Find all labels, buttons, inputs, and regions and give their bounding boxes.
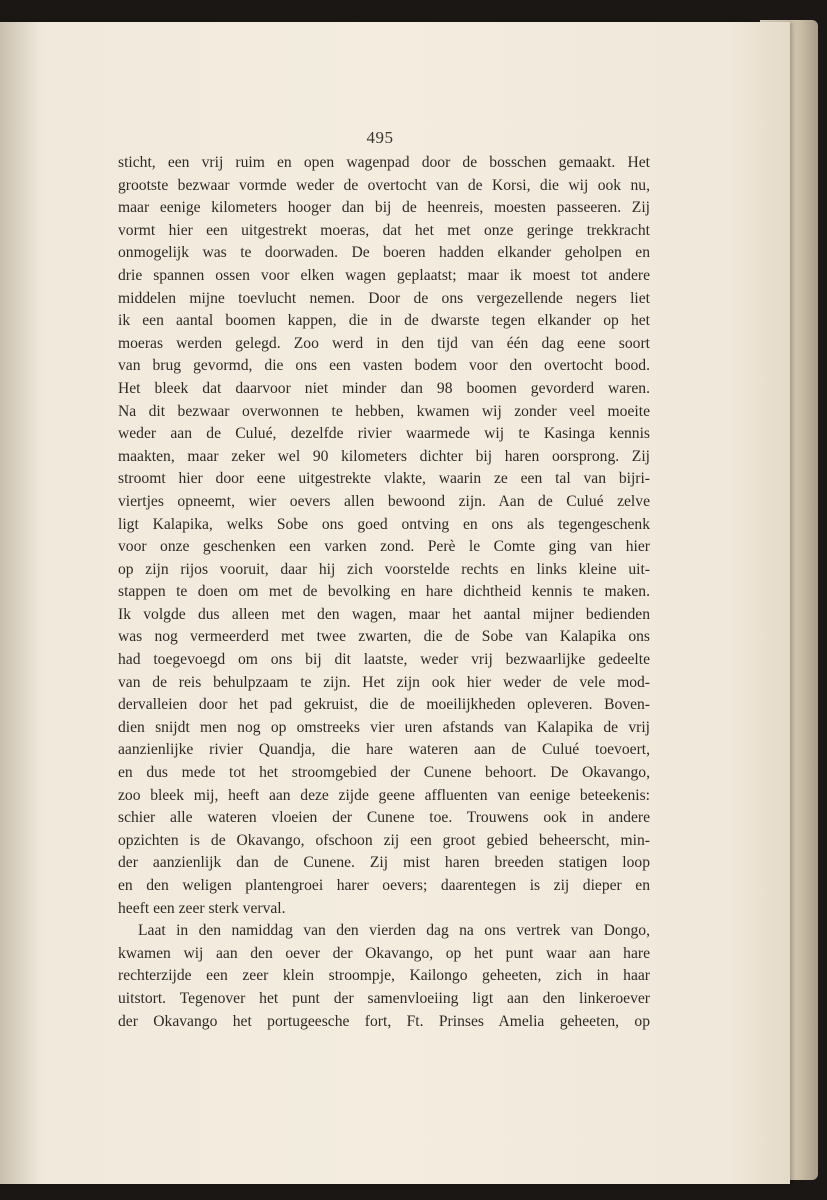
text-line: kwamen wij aan den oever der Okavango, op het punt waar aan hare <box>118 944 650 962</box>
body-text <box>118 152 650 1033</box>
text-line: der Okavango het portugeesche fort, Ft. Prinses Amelia geheeten, op <box>118 1012 650 1030</box>
text-line: Ik volgde dus alleen met den wagen, maar het aantal mijner bedienden <box>118 605 650 623</box>
text-line: der aanzienlijk dan de Cunene. Zij mist haren breeden statigen loop <box>118 854 650 872</box>
text-line: maakten, maar zeker wel 90 kilometers dichter bij haren oorsprong. Zij <box>118 447 650 465</box>
text-line: ligt Kalapika, welks Sobe ons goed ontving en ons als tegengeschenk <box>118 515 650 533</box>
text-line: was nog vermeerderd met twee zwarten, die de Sobe van Kalapika ons <box>118 628 650 646</box>
text-line: op zijn rijos vooruit, daar hij zich voorstelde rechts en links kleine uit- <box>118 560 650 578</box>
text-line: en dus mede tot het stroomgebied der Cunene behoort. De Okavango, <box>118 764 650 782</box>
text-line: ik een aantal boomen kappen, die in de dwarste tegen elkander op het <box>118 312 650 330</box>
text-line: weder aan de Culué, dezelfde rivier waarmede wij te Kasinga kennis <box>118 425 650 443</box>
text-line: Het bleek dat daarvoor niet minder dan 98 boomen gevorderd waren. <box>118 379 650 397</box>
text-line: van brug gevormd, die ons een vasten bodem voor den overtocht bood. <box>118 357 650 375</box>
text-line: maar eenige kilometers hooger dan bij de heenreis, moesten passeeren. Zij <box>118 199 650 217</box>
text-line: heeft een zeer sterk verval. <box>118 899 286 917</box>
text-line: middelen mijne toevlucht nemen. Door de ons vergezellende negers liet <box>118 289 650 307</box>
text-line: dien snijdt men nog op omstreeks vier uren afstands van Kalapika de vrij <box>118 718 650 736</box>
text-line: grootste bezwaar vormde weder de overtocht van de Korsi, die wij ook nu, <box>118 176 650 194</box>
text-line: sticht, een vrij ruim en open wagenpad door de bosschen gemaakt. Het <box>118 154 650 171</box>
text-line: Laat in den namiddag van den vierden dag na ons vertrek van Dongo, <box>138 922 650 940</box>
text-line: en den weligen plantengroei harer oevers; daarentegen is zij dieper en <box>118 877 650 894</box>
text-line: stroomt hier door eene uitgestrekte vlakte, waarin ze een tal van bijri- <box>118 470 650 488</box>
text-line: schier alle wateren vloeien der Cunene toe. Trouwens ook in andere <box>118 809 650 827</box>
text-line: dervalleien door het pad gekruist, die de moeilijkheden opleveren. Boven- <box>118 696 650 714</box>
text-line: opzichten is de Okavango, ofschoon zij een groot gebied beheerscht, min- <box>118 831 650 849</box>
text-line: moeras werden gelegd. Zoo werd in den tijd van één dag eene soort <box>118 334 650 352</box>
text-line: uitstort. Tegenover het punt der samenvloeiing ligt aan den linkeroever <box>118 989 650 1007</box>
text-line: Na dit bezwaar overwonnen te hebben, kwamen wij zonder veel moeite <box>118 402 650 420</box>
gutter-shadow <box>0 22 42 1184</box>
text-line: had toegevoegd om ons bij dit laatste, weder vrij bezwaarlijke gedeelte <box>118 651 650 669</box>
text-line: viertjes opneemt, wier oevers allen bewoond zijn. Aan de Culué zelve <box>118 492 650 510</box>
text-line: aanzienlijke rivier Quandja, die hare wateren aan de Culué toevoert, <box>118 741 650 759</box>
text-line: vormt hier een uitgestrekt moeras, dat het met onze geringe trekkracht <box>118 221 650 239</box>
text-line: onmogelijk was te doorwaden. De boeren hadden elkander geholpen en <box>118 244 650 262</box>
text-line: van de reis behulpzaam te zijn. Het zijn ook hier weder de vele mod- <box>118 673 650 691</box>
page-number: 495 <box>366 128 394 147</box>
text-line: stappen te doen om met de bevolking en hare dichtheid kennis te maken. <box>118 583 650 601</box>
text-line: drie spannen ossen voor elken wagen geplaatst; maar ik moest tot andere <box>118 266 650 284</box>
text-line: zoo bleek mij, heeft aan deze zijde geene affluenten van eenige beteekenis: <box>118 786 650 804</box>
text-line: rechterzijde een zeer klein stroompje, Kailongo geheeten, zich in haar <box>118 967 650 985</box>
text-line: voor onze geschenken een varken zond. Perè le Comte ging van hier <box>118 538 650 556</box>
